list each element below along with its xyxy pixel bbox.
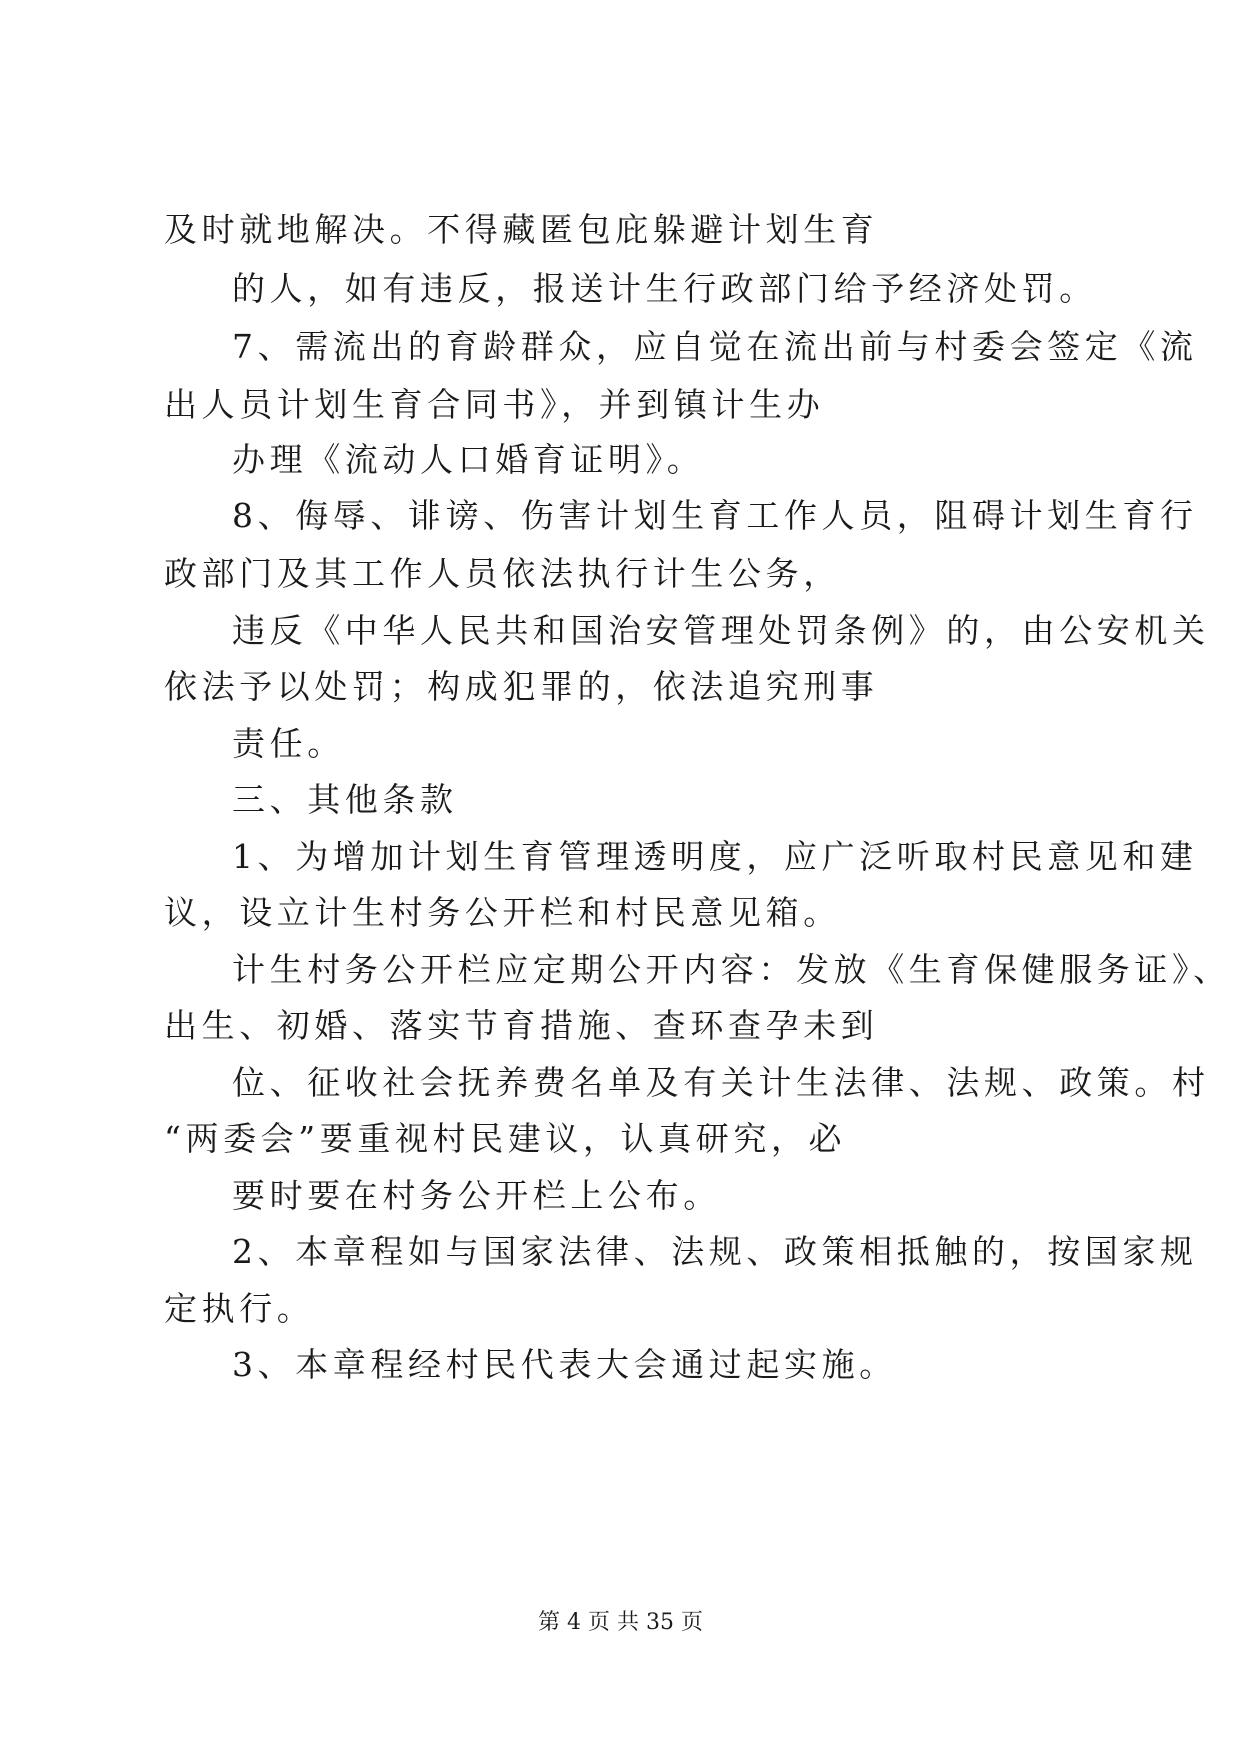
- text-line: 议，设立计生村务公开栏和村民意见箱。: [164, 893, 841, 932]
- text-line: 政部门及其工作人员依法执行计生公务，: [164, 554, 841, 593]
- text-line: 2、本章程如与国家法律、法规、政策相抵触的，按国家规: [232, 1232, 1198, 1271]
- text-line: 1、为增加计划生育管理透明度，应广泛听取村民意见和建: [232, 837, 1198, 876]
- text-line: 定执行。: [164, 1289, 315, 1328]
- text-line: “两委会”要重视村民建议，认真研究，必: [164, 1119, 847, 1158]
- section-heading: 三、其他条款: [232, 780, 458, 819]
- text-line: 出生、初婚、落实节育措施、查环查孕未到: [164, 1006, 879, 1045]
- text-line: 位、征收社会抚养费名单及有关计生法律、法规、政策。村: [232, 1063, 1210, 1102]
- text-line: 违反《中华人民共和国治安管理处罚条例》的，由公安机关: [232, 611, 1210, 650]
- text-line: 及时就地解决。不得藏匿包庇躲避计划生育: [164, 210, 879, 249]
- text-line: 要时要在村务公开栏上公布。: [232, 1176, 721, 1215]
- text-line: 的人，如有违反，报送计生行政部门给予经济处罚。: [232, 269, 1097, 308]
- text-line: 3、本章程经村民代表大会通过起实施。: [232, 1345, 897, 1384]
- text-line: 计生村务公开栏应定期公开内容：发放《生育保健服务证》、: [232, 950, 1231, 989]
- text-line: 7、需流出的育龄群众，应自觉在流出前与村委会签定《流: [232, 327, 1198, 366]
- text-line: 办理《流动人口婚育证明》。: [232, 440, 705, 479]
- text-line: 责任。: [232, 724, 345, 763]
- text-line: 依法予以处罚；构成犯罪的，依法追究刑事: [164, 667, 879, 706]
- page-number-footer: 第 4 页 共 35 页: [538, 1610, 703, 1635]
- text-line: 8、侮辱、诽谤、伤害计划生育工作人员，阻碍计划生育行: [232, 496, 1198, 535]
- text-line: 出人员计划生育合同书》，并到镇计生办: [164, 385, 825, 424]
